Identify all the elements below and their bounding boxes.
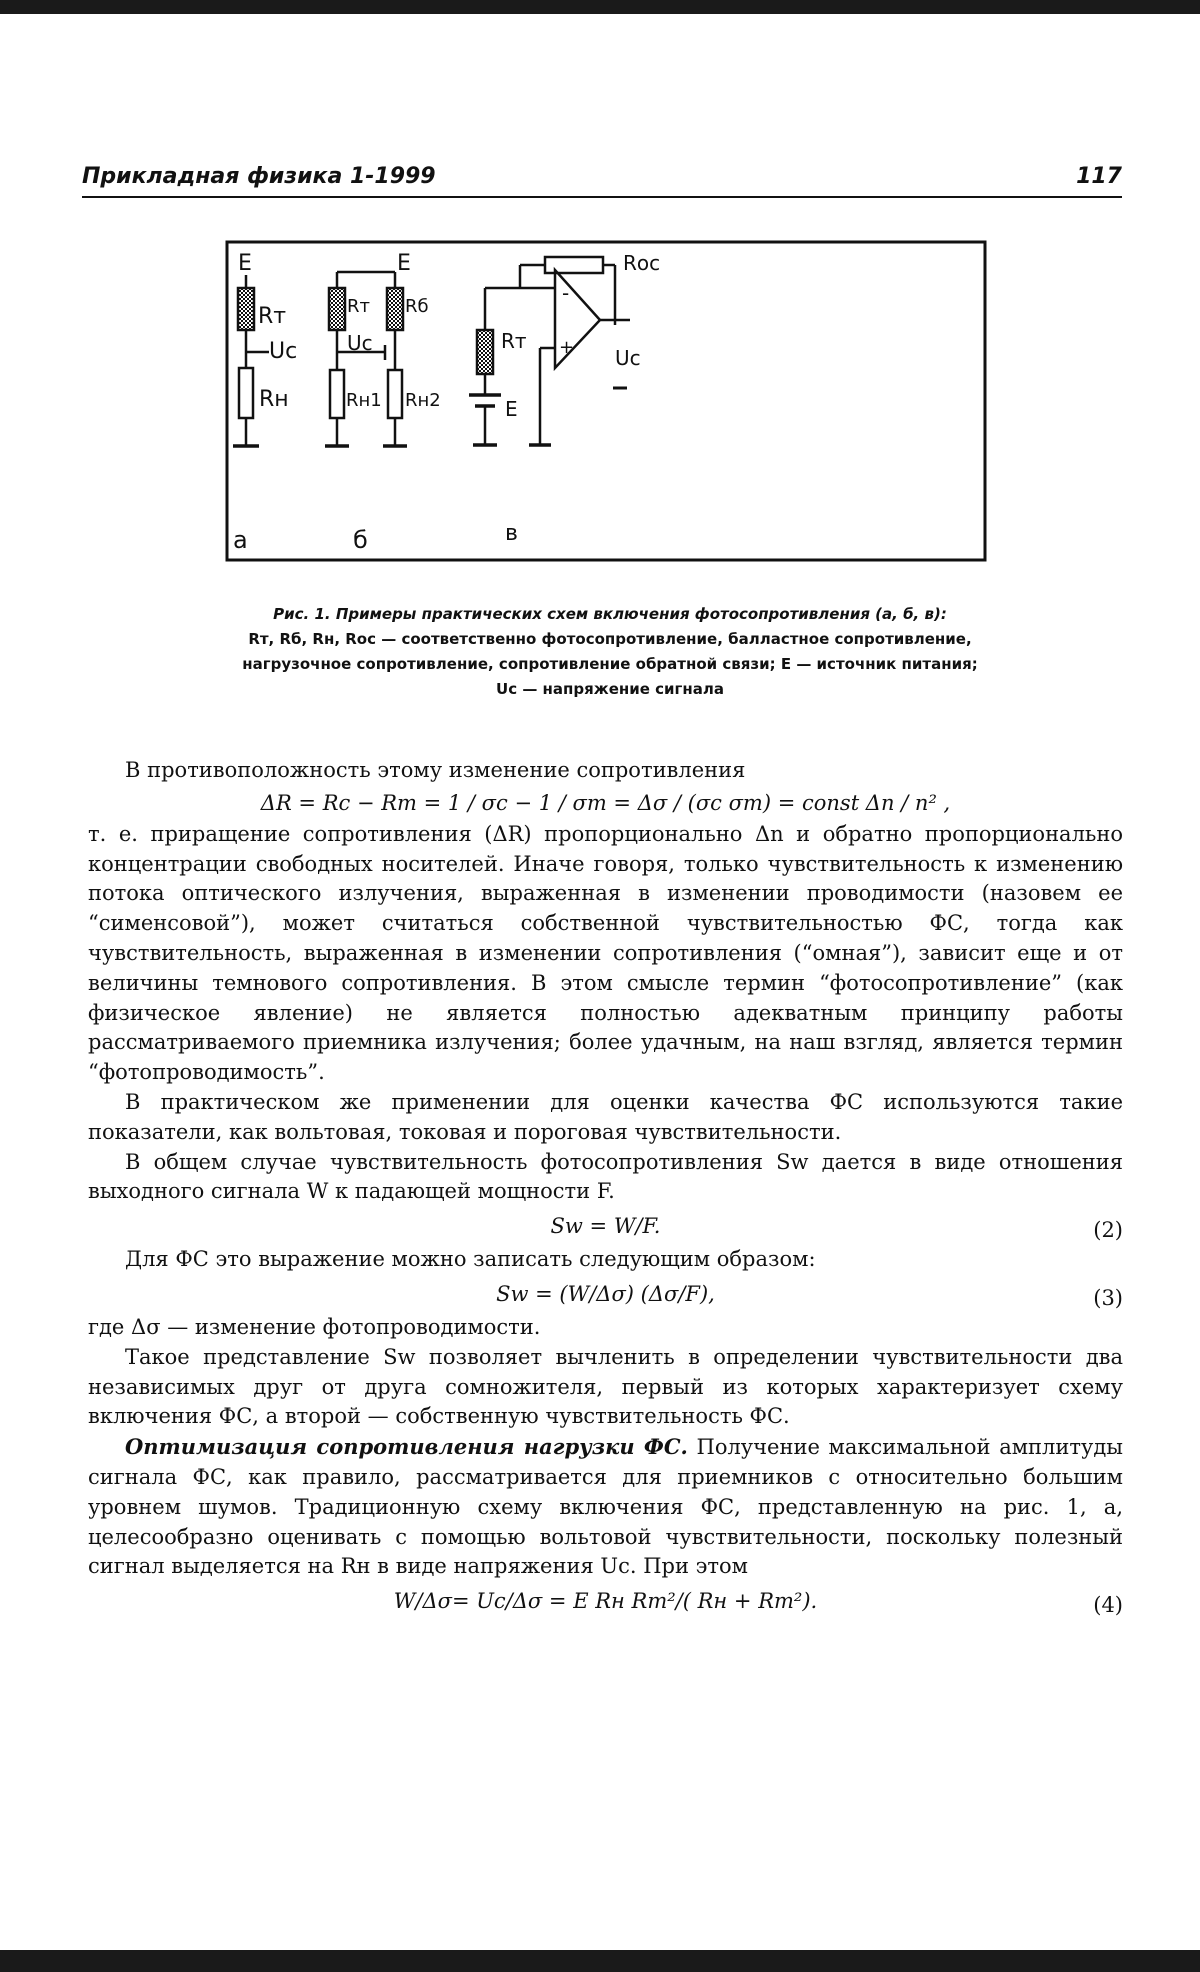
caption-lead: Рис. 1. Примеры практических схем включения фотосопротивления (а, б, в): — [273, 605, 947, 623]
scan-border-bottom — [0, 1950, 1200, 1972]
equation-4-text: W/Δσ= Uс/Δσ = E Rн Rт²/( Rн + Rт²). — [393, 1589, 818, 1614]
load-resistor-b2 — [388, 370, 402, 418]
equation-4-number: (4) — [1093, 1593, 1123, 1618]
paragraph-6: где Δσ — изменение фотопроводимости. — [88, 1314, 541, 1339]
equation-4 — [88, 1582, 1123, 1620]
label-c-E: E — [505, 397, 518, 421]
load-resistor-a — [239, 368, 253, 418]
equation-1-text: ΔR = Rс − Rт = 1 / σс − 1 / σт = Δσ / (σс σт) = const Δn / n² , — [260, 790, 951, 815]
photoresistor-b — [329, 288, 345, 330]
label-b-letter: б — [353, 526, 368, 554]
label-c-Rt: Rт — [501, 329, 527, 353]
journal-title: Прикладная физика 1-1999 — [82, 164, 436, 189]
scan-border-top — [0, 0, 1200, 14]
paragraph-8-text: Получение максимальной амплитуды сигнала ФС, как правило, рассматривается для приемников с относительно большим уровнем шумов. Традиционную схему включения ФС, представленную на рис. 1, а, целесообразно оценивать с помощью вольтовой чувствительности, поскольку полезный сигнал выделяется на Rн в виде напряжения Uс. При этом — [88, 1435, 1123, 1579]
equation-2-text: Sw = W/F. — [550, 1214, 661, 1239]
label-b-Rt: Rт — [347, 296, 370, 317]
paragraph-2: т. е. приращение сопротивления (ΔR) пропорционально Δn и обратно пропорционально концентрации свободных носителей. Иначе говоря, только чувствительность к изменению потока оптического излучения, выраженная в изменении проводимости (назовем ее “сименсовой”), может считаться собственной чувствительностью ФС, тогда как чувствительность, выраженная в изменении сопротивления (“омная”), зависит еще и от величины темнового сопротивления. В этом смысле термин “фотосопротивление” (как физическое явление) не является полностью адекватным принципу работы рассматриваемого приемника излучения; более удачным, на наш взгляд, является термин “фотопроводимость”. — [88, 821, 1123, 1085]
label-a-E: E — [238, 251, 252, 276]
equation-2-number: (2) — [1093, 1218, 1123, 1243]
photoresistor-c — [477, 330, 493, 374]
equation-2 — [88, 1207, 1123, 1245]
label-b-Rn1: Rн1 — [346, 390, 382, 411]
paragraph-1: В противоположность этому изменение сопротивления — [125, 758, 746, 782]
equation-3-number: (3) — [1093, 1285, 1123, 1310]
page-number: 117 — [1076, 164, 1122, 189]
paragraph-4: В общем случае чувствительность фотосопротивления Sw дается в виде отношения выходного сигнала W к падающей мощности F. — [88, 1149, 1123, 1204]
body-text — [88, 756, 1123, 1620]
equation-1 — [88, 786, 1123, 820]
label-c-minus: - — [562, 281, 570, 305]
paragraph-3: В практическом же применении для оценки качества ФС используются такие показатели, как вольтовая, токовая и пороговая чувствительности. — [88, 1089, 1123, 1144]
caption-line-4: Uс — напряжение сигнала — [496, 680, 724, 698]
circuit-diagrams — [225, 240, 989, 564]
figure-1 — [225, 240, 989, 564]
label-a-letter: а — [233, 526, 248, 554]
label-b-Rn2: Rн2 — [405, 390, 441, 411]
label-b-E: E — [397, 251, 411, 276]
section-heading: Оптимизация сопротивления нагрузки ФС. — [125, 1434, 688, 1460]
paragraph-7: Такое представление Sw позволяет вычленить в определении чувствительности два независимых друг от друга сомножителя, первый из которых характеризует схему включения ФС, а второй — собственную чувствительность ФС. — [88, 1344, 1123, 1429]
page-header — [82, 160, 1122, 198]
label-a-Rt: Rт — [258, 304, 287, 329]
label-b-Rb: Rб — [405, 296, 429, 317]
label-c-Uc: Uс — [615, 346, 641, 370]
label-b-Uc: Uс — [347, 331, 373, 355]
label-c-plus: + — [559, 337, 575, 358]
equation-3 — [88, 1275, 1123, 1313]
label-a-Uc: Uс — [269, 339, 298, 364]
circuit-a — [233, 275, 269, 446]
caption-line-3: нагрузочное сопротивление, сопротивление обратной связи; E — источник питания; — [242, 655, 978, 673]
label-c-Roc: Rос — [623, 251, 661, 275]
label-a-Rn: Rн — [259, 387, 289, 412]
photoresistor-a — [238, 288, 254, 330]
circuit-c — [469, 257, 630, 445]
figure-caption — [170, 602, 1050, 702]
paragraph-8 — [88, 1432, 1123, 1582]
load-resistor-b1 — [330, 370, 344, 418]
label-c-letter: в — [505, 521, 518, 546]
feedback-resistor — [545, 257, 603, 273]
equation-3-text: Sw = (W/Δσ) (Δσ/F), — [496, 1281, 715, 1306]
paragraph-5: Для ФС это выражение можно записать следующим образом: — [125, 1247, 816, 1272]
caption-line-2: Rт, Rб, Rн, Rос — соответственно фотосопротивление, балластное сопротивление, — [248, 630, 972, 648]
ballast-resistor-b — [387, 288, 403, 330]
